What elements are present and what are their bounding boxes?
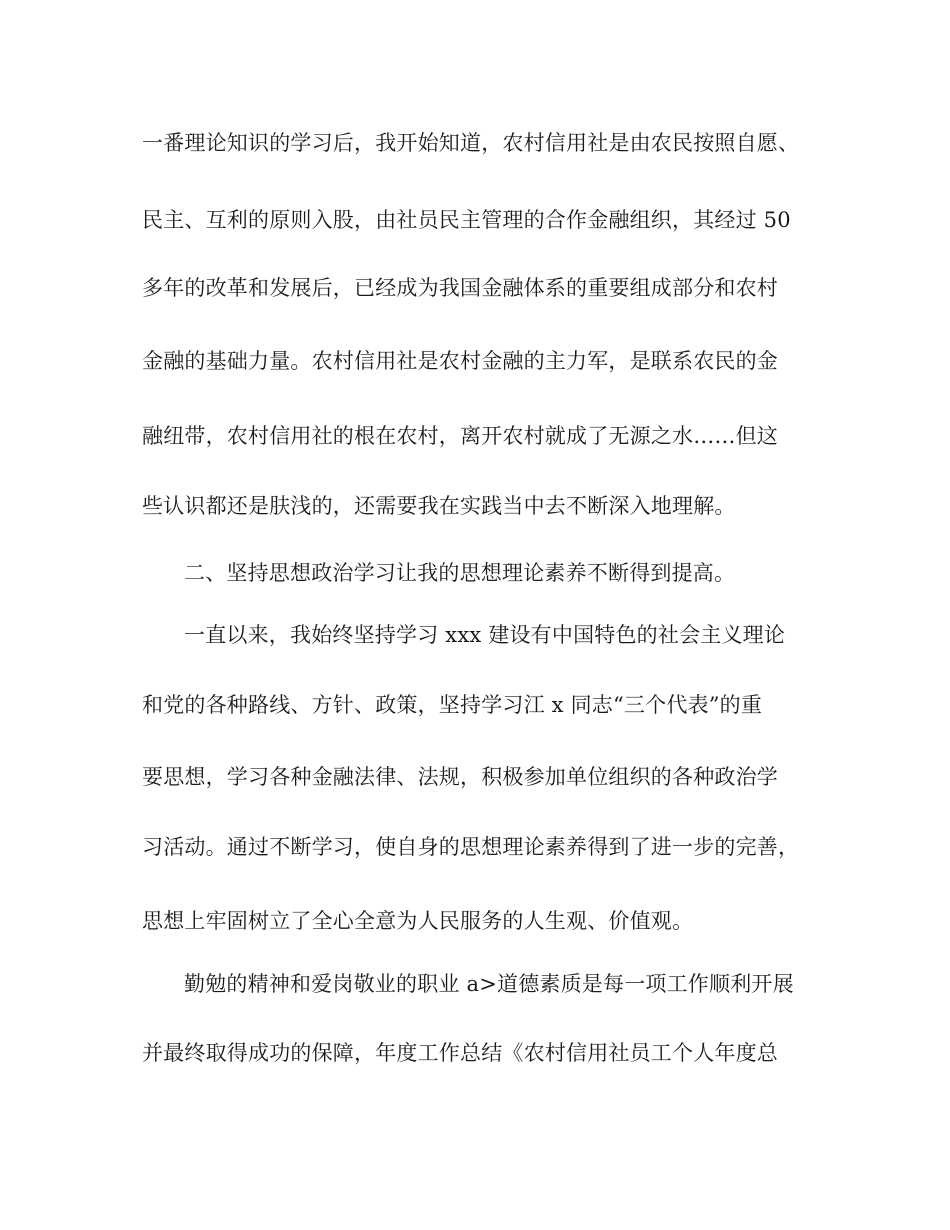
paragraph-line: 一直以来，我始终坚持学习 xxx 建设有中国特色的社会主义理论 bbox=[184, 623, 786, 647]
paragraph-line: 习活动。通过不断学习，使自身的思想理论素养得到了进一步的完善， bbox=[142, 835, 800, 859]
paragraph-line: 要思想，学习各种金融法律、法规，积极参加单位组织的各种政治学 bbox=[142, 765, 778, 789]
paragraph-line: 金融的基础力量。农村信用社是农村金融的主力军，是联系农民的金 bbox=[142, 349, 778, 373]
paragraph-line: 多年的改革和发展后，已经成为我国金融体系的重要组成部分和农村 bbox=[142, 276, 778, 300]
paragraph-line: 并最终取得成功的保障，年度工作总结《农村信用社员工个人年度总 bbox=[142, 1041, 778, 1065]
paragraph-line: 思想上牢固树立了全心全意为人民服务的人生观、价值观。 bbox=[142, 909, 694, 933]
paragraph-line: 勤勉的精神和爱岗敬业的职业 a>道德素质是每一项工作顺利开展 bbox=[184, 972, 794, 996]
paragraph-line: 些认识都还是肤浅的，还需要我在实践当中去不断深入地理解。 bbox=[142, 494, 736, 518]
section-heading: 二、坚持思想政治学习让我的思想理论素养不断得到提高。 bbox=[184, 561, 736, 585]
paragraph-line: 融纽带，农村信用社的根在农村，离开农村就成了无源之水……但这 bbox=[142, 424, 778, 448]
paragraph-line: 民主、互利的原则入股，由社员民主管理的合作金融组织，其经过 50 bbox=[142, 208, 791, 232]
paragraph-line: 一番理论知识的学习后，我开始知道，农村信用社是由农民按照自愿、 bbox=[142, 131, 800, 155]
paragraph-line: 和党的各种路线、方针、政策，坚持学习江 x 同志“三个代表”的重 bbox=[142, 693, 763, 717]
